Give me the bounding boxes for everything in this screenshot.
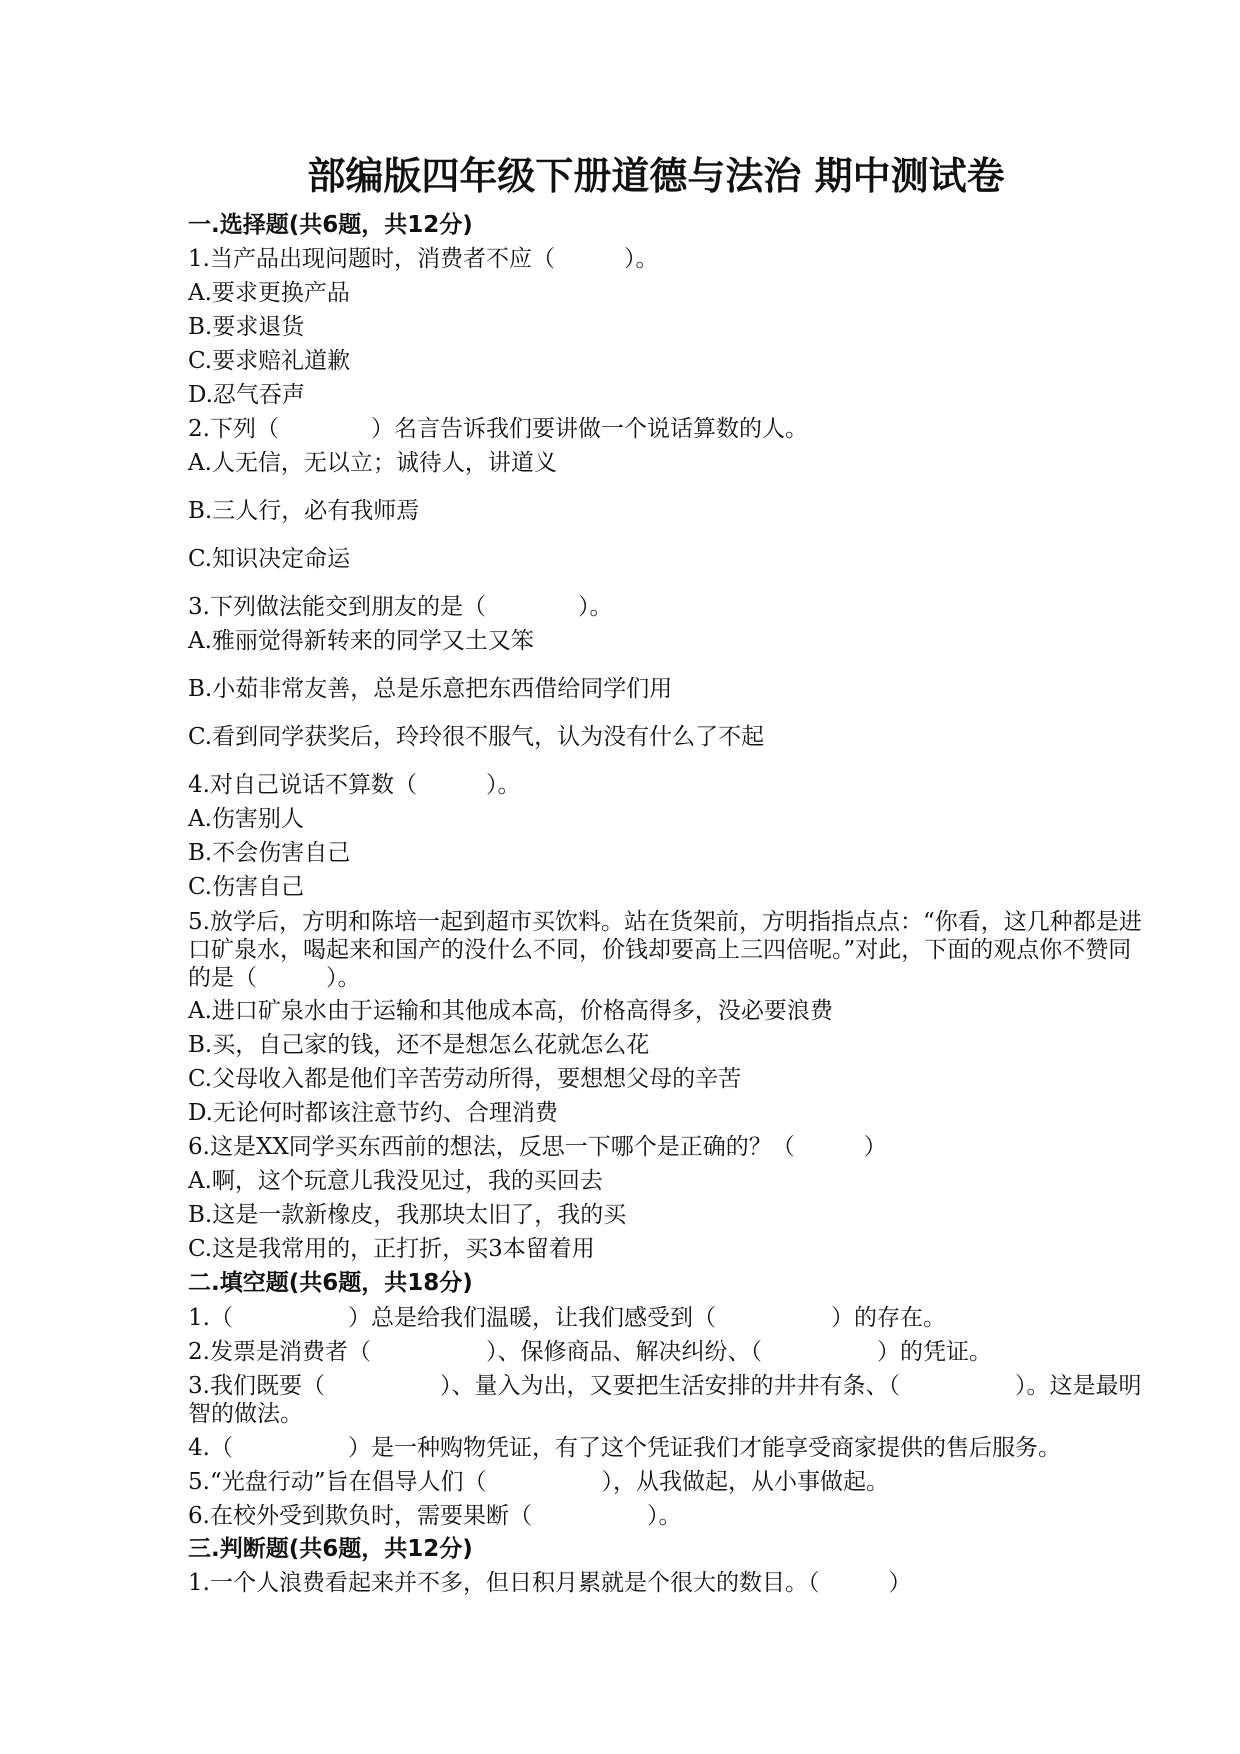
option: D.无论何时都该注意节约、合理消费 — [188, 1100, 558, 1126]
section-heading-fill-blank: 二.填空题(共6题，共18分) — [188, 1270, 473, 1296]
option: B.要求退货 — [188, 314, 305, 340]
option: A.人无信，无以立；诚待人，讲道义 — [188, 450, 557, 476]
question-stem: 4.（ ）是一种购物凭证，有了这个凭证我们才能享受商家提供的售后服务。 — [188, 1435, 1061, 1461]
question-stem: 2.下列（ ）名言告诉我们要讲做一个说话算数的人。 — [188, 416, 808, 442]
option: B.不会伤害自己 — [188, 840, 351, 866]
section-heading-true-false: 三.判断题(共6题，共12分) — [188, 1536, 473, 1562]
question-stem: 6.这是XX同学买东西前的想法，反思一下哪个是正确的？（ ） — [188, 1134, 887, 1160]
option: B.小茹非常友善，总是乐意把东西借给同学们用 — [188, 676, 673, 702]
option: C.要求赔礼道歉 — [188, 348, 351, 374]
option: A.啊，这个玩意儿我没见过，我的买回去 — [188, 1168, 603, 1194]
option: C.伤害自己 — [188, 874, 305, 900]
option: B.三人行，必有我师焉 — [188, 498, 420, 524]
question-stem: 3.下列做法能交到朋友的是（ ）。 — [188, 594, 613, 620]
question-stem: 1.一个人浪费看起来并不多，但日积月累就是个很大的数目。（ ） — [188, 1570, 912, 1596]
question-stem: 6.在校外受到欺负时，需要果断（ ）。 — [188, 1503, 682, 1529]
option: A.雅丽觉得新转来的同学又土又笨 — [188, 628, 534, 654]
option: C.知识决定命运 — [188, 546, 351, 572]
option: C.看到同学获奖后，玲玲很不服气，认为没有什么了不起 — [188, 724, 765, 750]
option: D.忍气吞声 — [188, 382, 305, 408]
option: C.这是我常用的，正打折，买3本留着用 — [188, 1236, 595, 1262]
question-stem: 1.当产品出现问题时，消费者不应（ ）。 — [188, 246, 659, 272]
question-stem: 5.放学后，方明和陈培一起到超市买饮料。站在货架前，方明指指点点：“你看，这几种都是进口矿泉水，喝起来和国产的没什么不同，价钱却要高上三四倍呢。”对此，下面的观点你不赞同的是（ ）。 — [188, 909, 1142, 991]
question-stem: 1.（ ）总是给我们温暖，让我们感受到（ ）的存在。 — [188, 1305, 946, 1331]
page-title: 部编版四年级下册道德与法治 期中测试卷 — [307, 154, 1005, 198]
section-heading-choice: 一.选择题(共6题，共12分) — [188, 212, 473, 238]
question-stem: 3.我们既要（ ）、量入为出，又要把生活安排的井井有条、（ ）。这是最明智的做法。 — [188, 1373, 1142, 1427]
option: B.这是一款新橡皮，我那块太旧了，我的买 — [188, 1202, 627, 1228]
option: A.进口矿泉水由于运输和其他成本高，价格高得多，没必要浪费 — [188, 998, 833, 1024]
option: A.要求更换产品 — [188, 280, 350, 306]
option: C.父母收入都是他们辛苦劳动所得，要想想父母的辛苦 — [188, 1066, 742, 1092]
option: B.买，自己家的钱，还不是想怎么花就怎么花 — [188, 1032, 650, 1058]
option: A.伤害别人 — [188, 806, 304, 832]
question-stem: 5.“光盘行动”旨在倡导人们（ ），从我做起，从小事做起。 — [188, 1469, 889, 1495]
question-stem: 4.对自己说话不算数（ ）。 — [188, 772, 521, 798]
question-stem: 2.发票是消费者（ ）、保修商品、解决纠纷、（ ）的凭证。 — [188, 1339, 992, 1365]
